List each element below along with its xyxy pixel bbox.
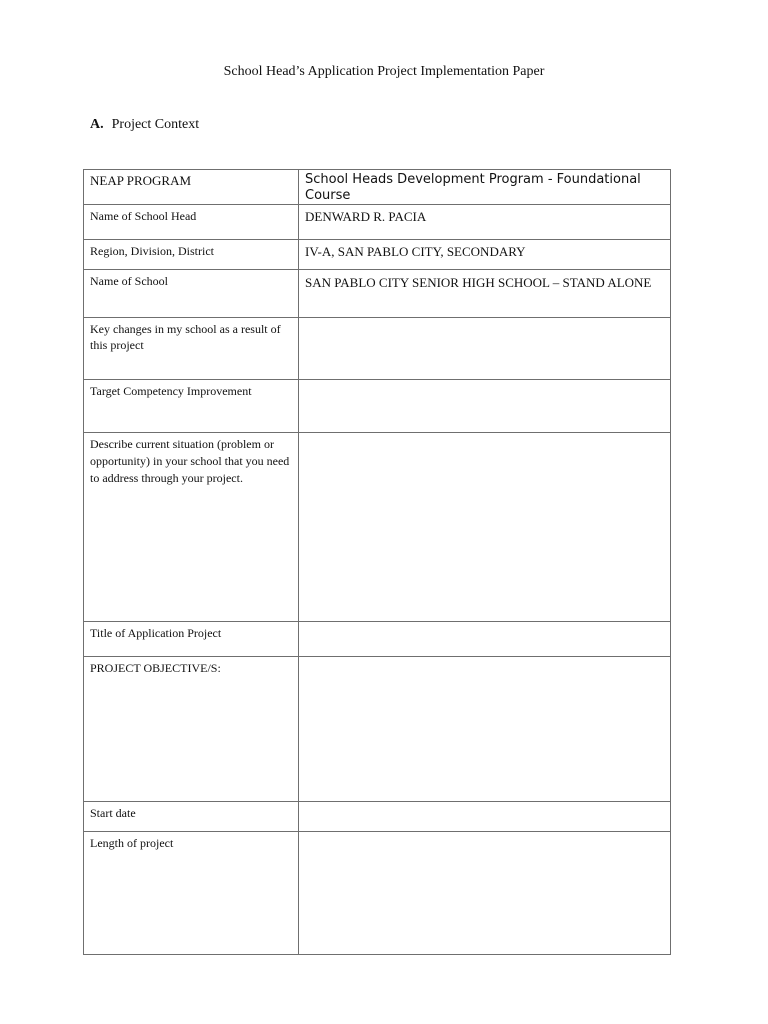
table-row bbox=[84, 318, 671, 380]
section-label: Project Context bbox=[111, 117, 200, 132]
project-length-value bbox=[299, 832, 670, 835]
value-cell[interactable] bbox=[299, 205, 671, 240]
start-date-label: Start date bbox=[90, 806, 136, 820]
table-row bbox=[84, 170, 671, 205]
value-cell[interactable] bbox=[299, 270, 671, 318]
label-cell bbox=[84, 170, 299, 205]
value-cell[interactable] bbox=[299, 622, 671, 657]
label-cell bbox=[84, 270, 299, 318]
page-title: School Head’s Application Project Implementation Paper bbox=[223, 64, 545, 79]
value-cell[interactable] bbox=[299, 170, 671, 205]
table-row bbox=[84, 270, 671, 318]
table-row bbox=[84, 433, 671, 622]
project-context-table bbox=[83, 169, 671, 955]
value-cell[interactable] bbox=[299, 433, 671, 622]
current-situation-label: Describe current situation (problem or opportunity) in your school that you need to address through your project. bbox=[90, 437, 290, 485]
project-objectives-value bbox=[299, 657, 670, 660]
value-cell[interactable] bbox=[299, 380, 671, 433]
school-name-label: Name of School bbox=[90, 274, 168, 288]
current-situation-value bbox=[299, 433, 670, 436]
label-cell bbox=[84, 318, 299, 380]
value-cell[interactable] bbox=[299, 318, 671, 380]
table-row bbox=[84, 205, 671, 240]
table-row bbox=[84, 622, 671, 657]
table-row bbox=[84, 802, 671, 832]
label-cell bbox=[84, 622, 299, 657]
table-row bbox=[84, 380, 671, 433]
neap-program-label: NEAP PROGRAM bbox=[90, 173, 192, 188]
label-cell bbox=[84, 433, 299, 622]
project-title-value bbox=[299, 622, 670, 625]
region-division-district-label: Region, Division, District bbox=[90, 244, 214, 258]
school-name-value: SAN PABLO CITY SENIOR HIGH SCHOOL – STAND ALONE bbox=[305, 275, 652, 290]
section-letter: A. bbox=[90, 117, 104, 132]
label-cell bbox=[84, 205, 299, 240]
table-row bbox=[84, 657, 671, 802]
table-row bbox=[84, 240, 671, 270]
value-cell[interactable] bbox=[299, 832, 671, 955]
region-division-district-value: IV-A, SAN PABLO CITY, SECONDARY bbox=[305, 244, 526, 259]
key-changes-label: Key changes in my school as a result of this project bbox=[90, 322, 281, 352]
label-cell bbox=[84, 832, 299, 955]
project-title-label: Title of Application Project bbox=[90, 626, 222, 640]
value-cell[interactable] bbox=[299, 240, 671, 270]
label-cell bbox=[84, 380, 299, 433]
label-cell bbox=[84, 802, 299, 832]
value-cell[interactable] bbox=[299, 657, 671, 802]
project-objectives-label: PROJECT OBJECTIVE/S: bbox=[90, 661, 221, 675]
start-date-value bbox=[299, 802, 670, 805]
target-competency-value bbox=[299, 380, 670, 383]
key-changes-value bbox=[299, 318, 670, 321]
section-heading bbox=[90, 117, 199, 133]
neap-program-value: School Heads Development Program - Foundational Course bbox=[305, 172, 641, 203]
label-cell bbox=[84, 240, 299, 270]
project-length-label: Length of project bbox=[90, 836, 174, 850]
label-cell bbox=[84, 657, 299, 802]
school-head-value: DENWARD R. PACIA bbox=[305, 209, 427, 224]
school-head-label: Name of School Head bbox=[90, 209, 197, 223]
value-cell[interactable] bbox=[299, 802, 671, 832]
target-competency-label: Target Competency Improvement bbox=[90, 384, 252, 398]
table-row bbox=[84, 832, 671, 955]
